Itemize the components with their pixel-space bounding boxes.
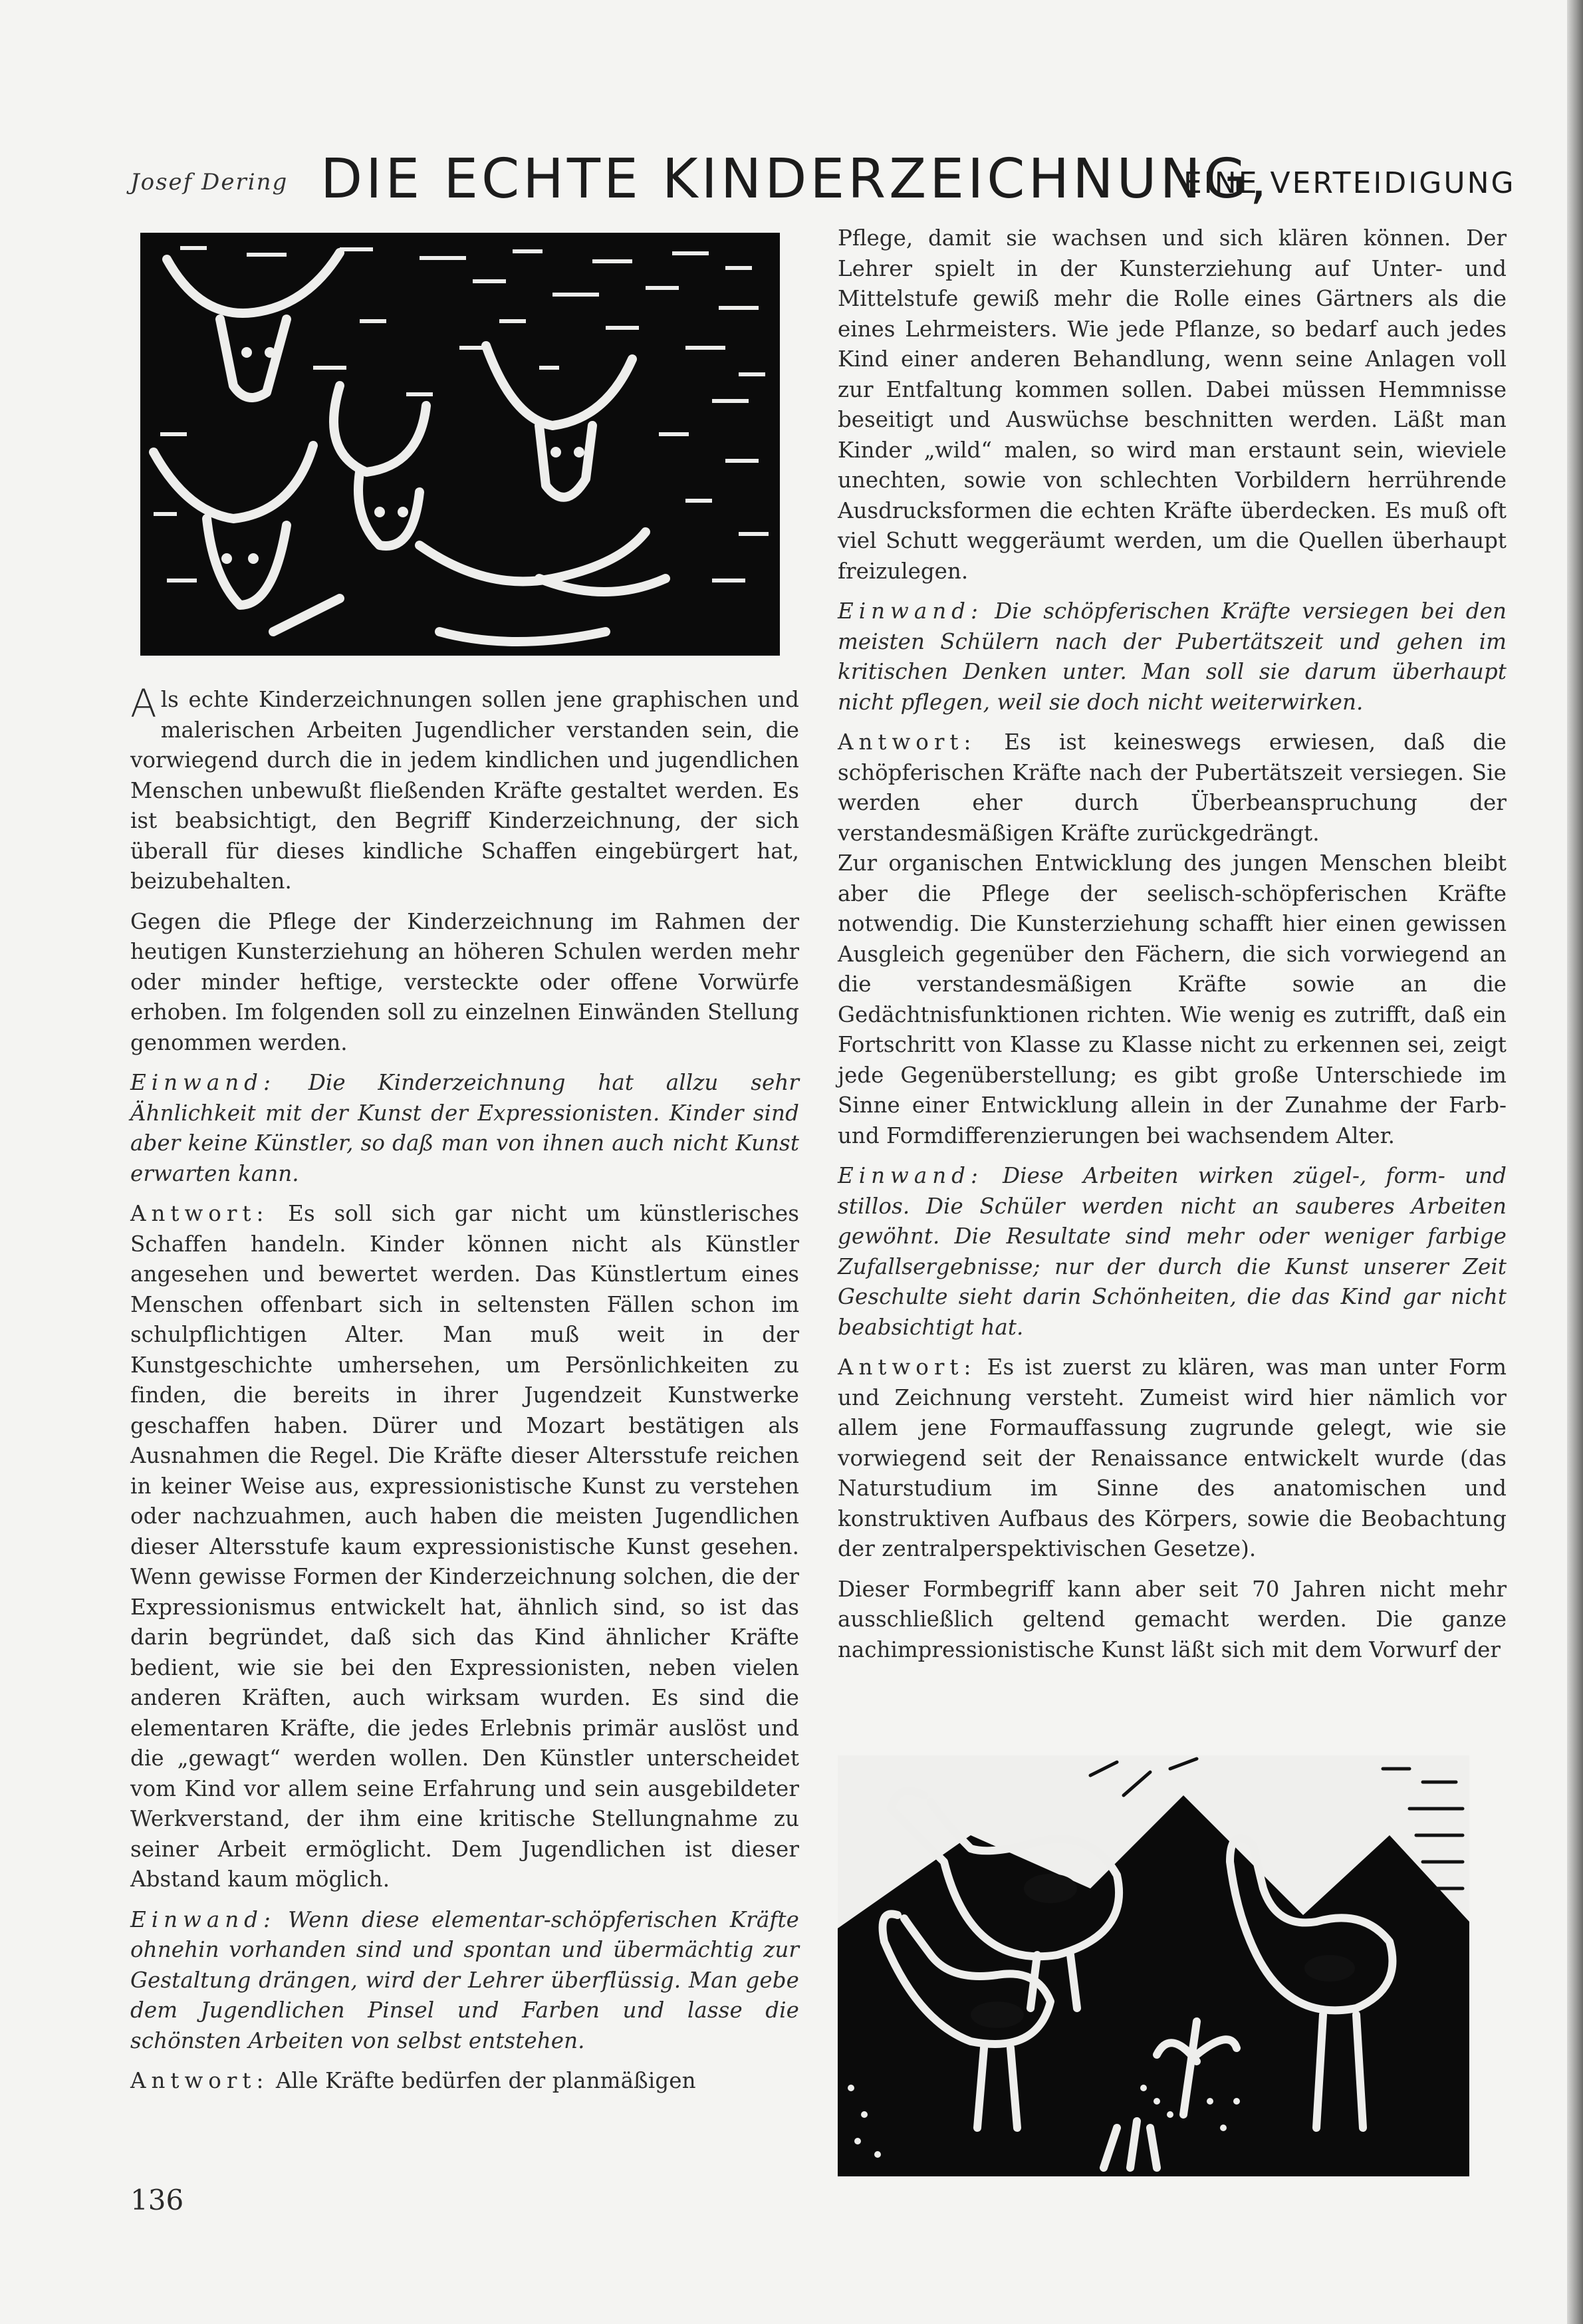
woodcut-cattle-drawing [140, 233, 780, 656]
answer-4 [838, 1353, 1507, 1565]
answer-label: Antwort: [838, 729, 977, 755]
objection-text: Wenn diese elementar-schöpferischen Kräfte ohnehin vorhanden sind und spontan und übermächtig zur Gestaltung drängen, wird der Lehrer überflüssig. Man gebe dem Jugendlichen Pinsel und Farben und lasse die schönsten Arbeiten von selbst entstehen. [130, 1906, 799, 2053]
objection-4 [838, 1161, 1507, 1343]
paragraph: Dieser Formbegriff kann aber seit 70 Jahren nicht mehr ausschließlich geltend gemacht werden. Die ganze nachimpressionistische Kunst läßt sich mit dem Vorwurf der [838, 1576, 1507, 1662]
answer-label: Antwort: [130, 2068, 269, 2093]
objection-label: Einwand: [130, 1906, 276, 1932]
objection-1 [130, 1068, 799, 1189]
objection-label: Einwand: [130, 1070, 276, 1095]
objection-2 [130, 1905, 799, 2057]
objection-label: Einwand: [838, 1163, 983, 1188]
author-name: Josef Dering [130, 169, 289, 195]
page-number: 136 [130, 2184, 184, 2216]
answer-text: Es ist keineswegs erwiesen, daß die schöpferischen Kräfte nach der Pubertätszeit versiegen. Sie werden eher durch Überbeanspruchung der verstandesmäßigen Kräfte zurückgedrängt. [838, 729, 1507, 846]
answer-text: Es ist zuerst zu klären, was man unter Form und Zeichnung versteht. Zumeist wird hier nämlich vor allem jene Formauffassung zugrunde gelegt, wie sie vorwiegend seit der Renaissance entwickelt wurde (das Naturstudium im Sinne des anatomischen und konstruktiven Aufbaus des Körpers, sowie die Beobachtung der zentralperspektivischen Gesetze). [838, 1355, 1507, 1561]
answer-2 [130, 2066, 799, 2097]
answer-3 [838, 727, 1507, 848]
paragraph: Pflege, damit sie wachsen und sich klären können. Der Lehrer spielt in der Kunsterziehung auf Unter- und Mittelstufe gewiß mehr die Rolle eines Gärtners als die eines Lehrmeisters. Wie jede Pflanze, so bedarf auch jedes Kind einer anderen Behandlung, wenn seine Anlagen voll zur Entfaltung kommen sollen. Dabei müssen Hemmnisse beseitigt und Auswüchse beschnitten werden. Läßt man Kinder „wild“ malen, so wird man erstaunt sein, wieviele unechten, sowie von schlechten Vorbildern herrührende Ausdrucksformen die echten Kräfte überdecken. Es muß oft viel Schutt weggeräumt werden, um die Quellen überhaupt freizulegen. [838, 225, 1507, 584]
article-subtitle: EINE VERTEIDIGUNG [1183, 166, 1516, 200]
answer-text: Alle Kräfte bedürfen der planmäßigen [275, 2068, 696, 2093]
objection-text: Die schöpferischen Kräfte versiegen bei den meisten Schülern nach der Pubertätszeit und gehen im kritischen Denken unter. Man soll sie darum überhaupt nicht pflegen, weil sie doch nicht weiterwirken. [838, 598, 1507, 715]
paragraph: Gegen die Pflege der Kinderzeichnung im Rahmen der heutigen Kunsterziehung an höheren Schulen werden mehr oder minder heftige, versteckte oder offene Vorwürfe erhoben. Im folgenden soll zu einzelnen Einwänden Stellung genommen werden. [130, 908, 799, 1055]
article-title: DIE ECHTE KINDERZEICHNUNG, [320, 148, 1271, 211]
objection-text: Diese Arbeiten wirken zügel-, form- und stillos. Die Schüler werden nicht an sauberes Arbeiten gewöhnt. Die Resultate sind mehr oder weniger farbige Zufallsergebnisse; nur der durch die Kunst unserer Zeit Geschulte sieht darin Schönheiten, die das Kind gar nicht beabsichtigt hat. [838, 1163, 1507, 1340]
left-column [130, 681, 799, 2107]
objection-text: Die Kinderzeichnung hat allzu sehr Ähnlichkeit mit der Kunst der Expressionisten. Kinder sind aber keine Künstler, so daß man von ihnen auch nicht Kunst erwarten kann. [130, 1070, 799, 1186]
objection-3 [838, 596, 1507, 717]
intro-text: ls echte Kinderzeichnungen sollen jene graphischen und malerischen Arbeiten Jugendlicher verstanden sein, die vorwiegend durch die in jedem kindlichen und jugendlichen Menschen unbewußt fließenden Kräfte gestaltet werden. Es ist beabsichtigt, den Begriff Kinderzeichnung, der sich überall für dieses kindliche Schaffen eingebürgert hat, beizubehalten. [130, 687, 799, 894]
answer-text: Es soll sich gar nicht um künstlerisches Schaffen handeln. Kinder können nicht als Künstler angesehen und bewertet werden. Das Künstlertum eines Menschen offenbart sich in seltensten Fällen schon im schulpflichtigen Alter. Man muß weit in der Kunstgeschichte umhersehen, um Persönlichkeiten zu finden, die bereits in ihrer Jugendzeit Kunstwerke geschaffen haben. Dürer und Mozart bestätigen als Ausnahmen die Regel. Die Kräfte dieser Altersstufe reichen in keiner Weise aus, expressionistische Kunst zu verstehen oder nachzuahmen, auch haben die meisten Jugendlichen dieser Altersstufe kaum expressionistische Kunst gesehen. Wenn gewisse Formen der Kinderzeichnung solchen, die der Expressionismus entwickelt hat, ähnlich sind, so ist das darin begründet, daß sich das Kind ähnlicher Kräfte bedient, wie sie bei den Expressionisten, neben vielen anderen Kräften, auch wirksam wurden. Es sind die elementaren Kräfte, die jedes Erlebnis primär auslöst und die „gewagt“ werden wollen. Den Künstler unterscheidet vom Kind vor allem seine Erfahrung und sein ausgebildeter Werkverstand, der ihm eine kritische Stellungnahme zu seiner Arbeit ermöglicht. Dem Jugendlichen ist dieser Abstand kaum möglich. [130, 1201, 799, 1892]
woodcut-cattle-image [140, 233, 780, 656]
right-column [838, 223, 1507, 1675]
woodcut-birds-image [838, 1755, 1469, 2176]
paragraph: Zur organischen Entwicklung des jungen Menschen bleibt aber die Pflege der seelisch-schöpferischen Kräfte notwendig. Die Kunsterziehung schafft hier einen gewissen Ausgleich gegenüber den Fächern, die sich vorwiegend an die verstandesmäßigen Kräfte sowie an die Gedächtnisfunktionen richten. Wie wenig es zutrifft, daß ein Fortschritt von Klasse zu Klasse nicht zu erkennen sei, zeigt jede Gegenüberstellung; es gibt große Unterschiede im Sinne einer Entwicklung allein in der Zunahme der Farb- und Formdifferenzierungen bei wachsendem Alter. [838, 850, 1507, 1148]
objection-label: Einwand: [838, 598, 983, 624]
answer-label: Antwort: [130, 1201, 269, 1226]
woodcut-birds-drawing [838, 1755, 1469, 2176]
drop-cap: A [130, 681, 157, 726]
answer-1 [130, 1199, 799, 1895]
page-edge [1567, 0, 1583, 2324]
intro-paragraph [130, 681, 799, 897]
answer-label: Antwort: [838, 1355, 977, 1380]
